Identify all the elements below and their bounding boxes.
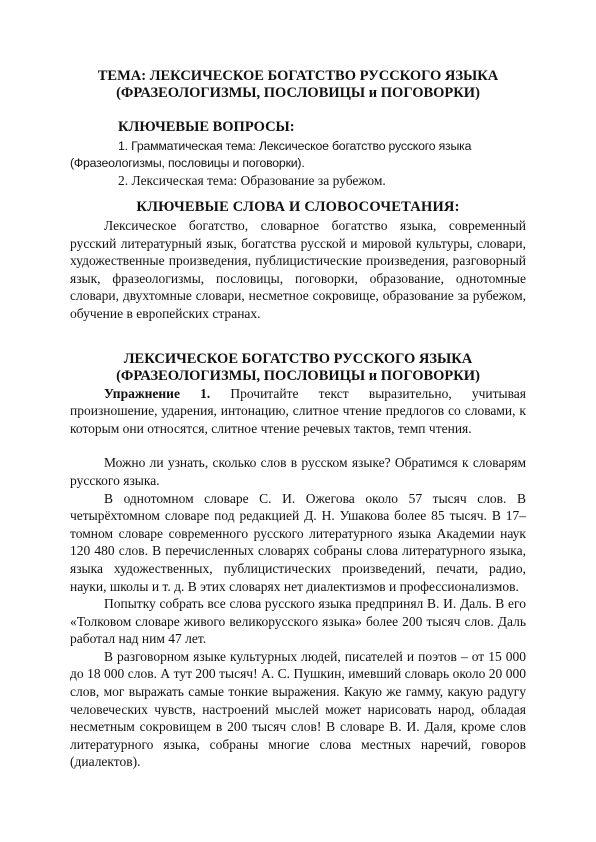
paragraph-1: Можно ли узнать, сколько слов в русском языке? Обратимся к словарям русского языка.: [70, 455, 526, 488]
topic-title-line1: ТЕМА: ЛЕКСИЧЕСКОЕ БОГАТСТВО РУССКОГО ЯЗЫКА: [97, 68, 499, 84]
paragraph-2: В однотомном словаре С. И. Ожегова около 57 тысяч слов. В четырёхтомном словаре под редакцией Д. Н. Ушакова более 85 тысяч. В 17–томном словаре современного русского литературного языка Академии наук 120 480 слов. В перечисленных словарях собраны слова литературного языка, языка художественных, публицистических произведений, печати, радио, науки, школы и т. д. В этих словарях нет диалектизмов и профессионализмов.: [70, 490, 526, 594]
exercise-instruction: Прочитайте текст выразительно, учитывая произношение, ударения, интонацию, слитное чтение предлогов со словами, к которым они относятся, слитное чтение речевых тактов, темп чтения.: [70, 385, 526, 436]
paragraph-4: В разговорном языке культурных людей, писателей и поэтов – от 15 000 до 18 000 слов. А тут 200 тысяч! А. С. Пушкин, имевший словарь около 20 000 слов, мог выражать самые тонкие выражения. Какую же гамму, какую радугу человеческих чувств, настроений мыслей может нарисовать народ, обладая несметным сокровищем в 200 тысяч слов! В словаре В. И. Даля, кроме слов литературного языка, собраны многие слова местных наречий, говоров (диалектов).: [70, 648, 526, 770]
spacer: [70, 437, 526, 454]
keywords-heading: КЛЮЧЕВЫЕ СЛОВА И СЛОВОСОЧЕТАНИЯ:: [136, 199, 460, 215]
key-question-1: 1. Грамматическая тема: Лексическое богатство русского языка (Фразеологизмы, пословицы и поговорки).: [70, 139, 472, 170]
topic-title: [70, 68, 526, 102]
key-questions-heading: КЛЮЧЕВЫЕ ВОПРОСЫ:: [118, 119, 295, 135]
section-title-line1: ЛЕКСИЧЕСКОЕ БОГАТСТВО РУССКОГО ЯЗЫКА: [123, 350, 473, 367]
paragraph-3: Попытку собрать все слова русского языка предпринял В. И. Даль. В его «Толковом словаре живого великорусского языка» более 200 тысяч слов. Даль работал над ним 47 лет.: [70, 596, 526, 647]
key-question-2: 2. Лексическая тема: Образование за рубежом.: [118, 173, 386, 188]
keywords-text: Лексическое богатство, словарное богатство языка, современный русский литературный язык, богатства русской и мировой культуры, словари, художественные произведения, публицистические произведения, разговорный язык, фразеологизмы, пословицы, поговорки, образование, однотомные словари, двухтомные словари, несметное сокровище, образование за рубежом, обучение в европейских странах.: [70, 218, 526, 321]
topic-title-line2: (ФРАЗЕОЛОГИЗМЫ, ПОСЛОВИЦЫ и ПОГОВОРКИ): [116, 85, 480, 101]
exercise-paragraph: [70, 385, 526, 438]
exercise-label: Упражнение 1.: [104, 385, 211, 401]
section-title-line2: (ФРАЗЕОЛОГИЗМЫ, ПОСЛОВИЦЫ и ПОГОВОРКИ): [116, 367, 480, 384]
section-title: [70, 351, 526, 385]
